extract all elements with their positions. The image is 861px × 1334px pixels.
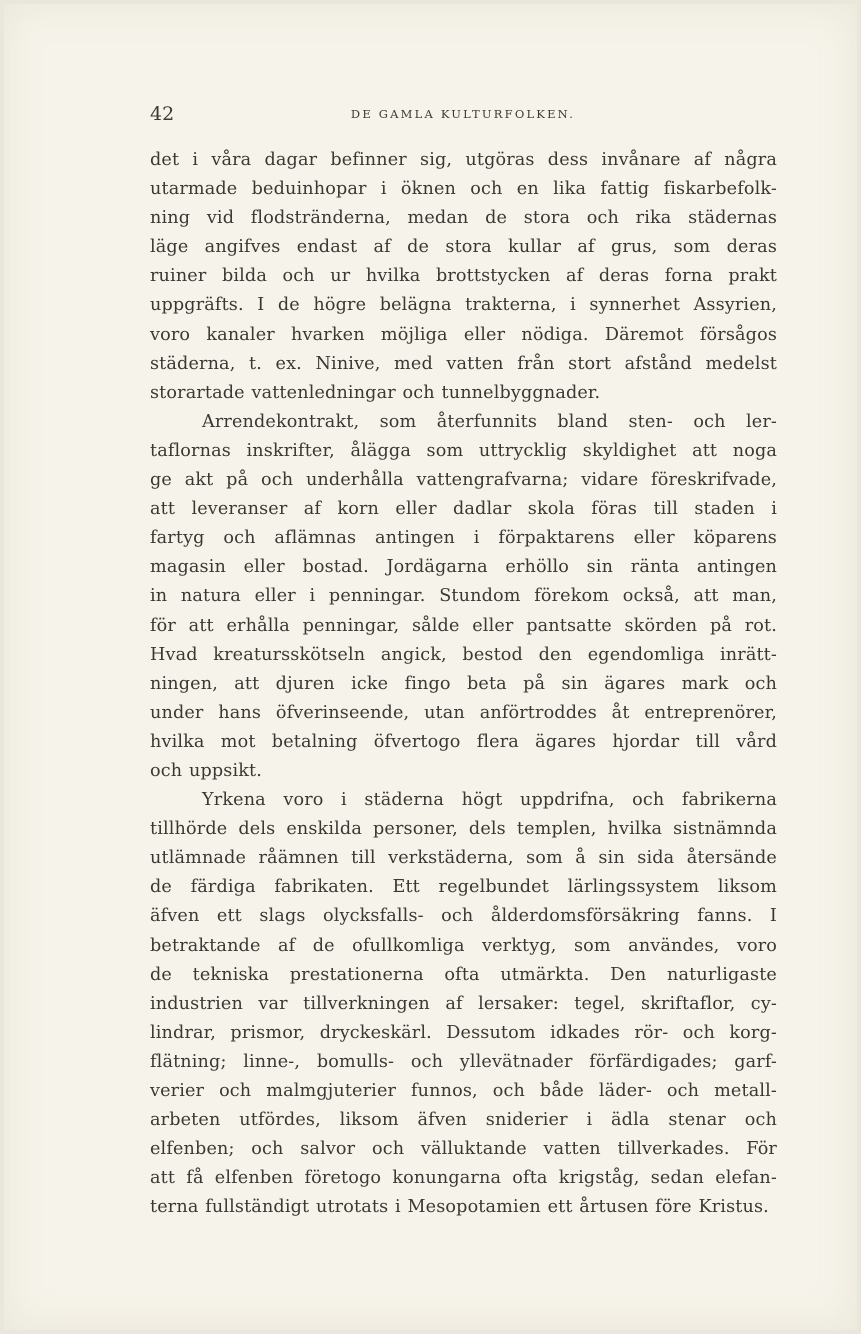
text-line: Hvad kreatursskötseln angick, bestod den egendomliga inrätt- [150,644,777,665]
text-line: tillhörde dels enskilda personer, dels templen, hvilka sistnämnda [150,819,777,840]
text-line: in natura eller i penningar. Stundom förekom också, att man, [150,586,777,607]
text-line: ruiner bilda och ur hvilka brottstycken af deras forna prakt [150,266,777,287]
text-line: för att erhålla penningar, sålde eller pantsatte skörden på rot. [150,615,777,636]
body-text [150,146,777,1222]
text-line: utlämnade råämnen till verkstäderna, som å sin sida återsände [150,848,777,869]
text-line: de tekniska prestationerna ofta utmärkta. Den naturligaste [150,964,777,985]
text-line: lindrar, prismor, dryckeskärl. Dessutom idkades rör- och korg- [150,1022,777,1043]
text-line: magasin eller bostad. Jordägarna erhöllo sin ränta antingen [150,557,777,578]
text-line: ningen, att djuren icke fingo beta på sin ägares mark och [150,673,777,694]
text-line: Arrendekontrakt, som återfunnits bland sten- och ler- [202,411,777,432]
text-line: fartyg och aflämnas antingen i förpaktarens eller köparens [150,528,777,549]
text-line: verier och malmgjuterier funnos, och både läder- och metall- [150,1081,777,1101]
book-page [4,4,857,1330]
text-line: utarmade beduinhopar i öknen och en lika fattig fiskarbefolk- [150,179,777,200]
page-number: 42 [150,103,175,125]
text-line: läge angifves endast af de stora kullar af grus, som deras [150,237,777,258]
text-line: det i våra dagar befinner sig, utgöras dess invånare af några [150,150,777,170]
text-line: de färdiga fabrikaten. Ett regelbundet lärlingssystem liksom [150,877,777,898]
paragraph-1 [150,146,777,408]
text-line: städerna, t. ex. Ninive, med vatten från stort afstånd medelst [150,353,777,374]
text-line: arbeten utfördes, liksom äfven sniderier i ädla stenar och [150,1110,777,1131]
paragraph-3 [150,786,777,1222]
running-head-title: DE GAMLA KULTURFOLKEN. [350,107,576,121]
text-line: ning vid flodstränderna, medan de stora och rika städernas [150,208,777,229]
text-line: voro kanaler hvarken möjliga eller nödiga. Däremot försågos [150,324,777,345]
paragraph-2 [150,408,777,786]
text-line: att leveranser af korn eller dadlar skola föras till staden i [150,499,777,520]
text-line: äfven ett slags olycksfalls- och ålderdomsförsäkring fanns. I [150,906,777,927]
text-line: Yrkena voro i städerna högt uppdrifna, och fabrikerna [202,790,777,811]
text-line: betraktande af de ofullkomliga verktyg, som användes, voro [150,935,777,956]
text-line: storartade vattenledningar och tunnelbyggnader. [150,382,601,403]
text-line: flätning; linne-, bomulls- och yllevätnader förfärdigades; garf- [150,1051,777,1072]
text-line: hvilka mot betalning öfvertogo flera ägares hjordar till vård [150,731,777,752]
text-line: under hans öfverinseende, utan anförtroddes åt entreprenörer, [150,702,777,723]
text-line: taflornas inskrifter, ålägga som uttrycklig skyldighet att noga [150,440,777,461]
text-line: terna fullständigt utrotats i Mesopotamien ett årtusen före Kristus. [150,1197,769,1218]
text-line: och uppsikt. [150,760,263,781]
text-line: ge akt på och underhålla vattengrafvarna; vidare föreskrifvade, [150,470,777,491]
text-line: att få elfenben företogo konungarna ofta krigståg, sedan elefan- [150,1168,777,1189]
running-head [150,103,776,129]
text-line: elfenben; och salvor och välluktande vatten tillverkades. För [150,1139,777,1160]
text-line: uppgräfts. I de högre belägna trakterna, i synnerhet Assyrien, [150,295,777,316]
text-line: industrien var tillverkningen af lersaker: tegel, skriftaflor, cy- [150,993,777,1014]
